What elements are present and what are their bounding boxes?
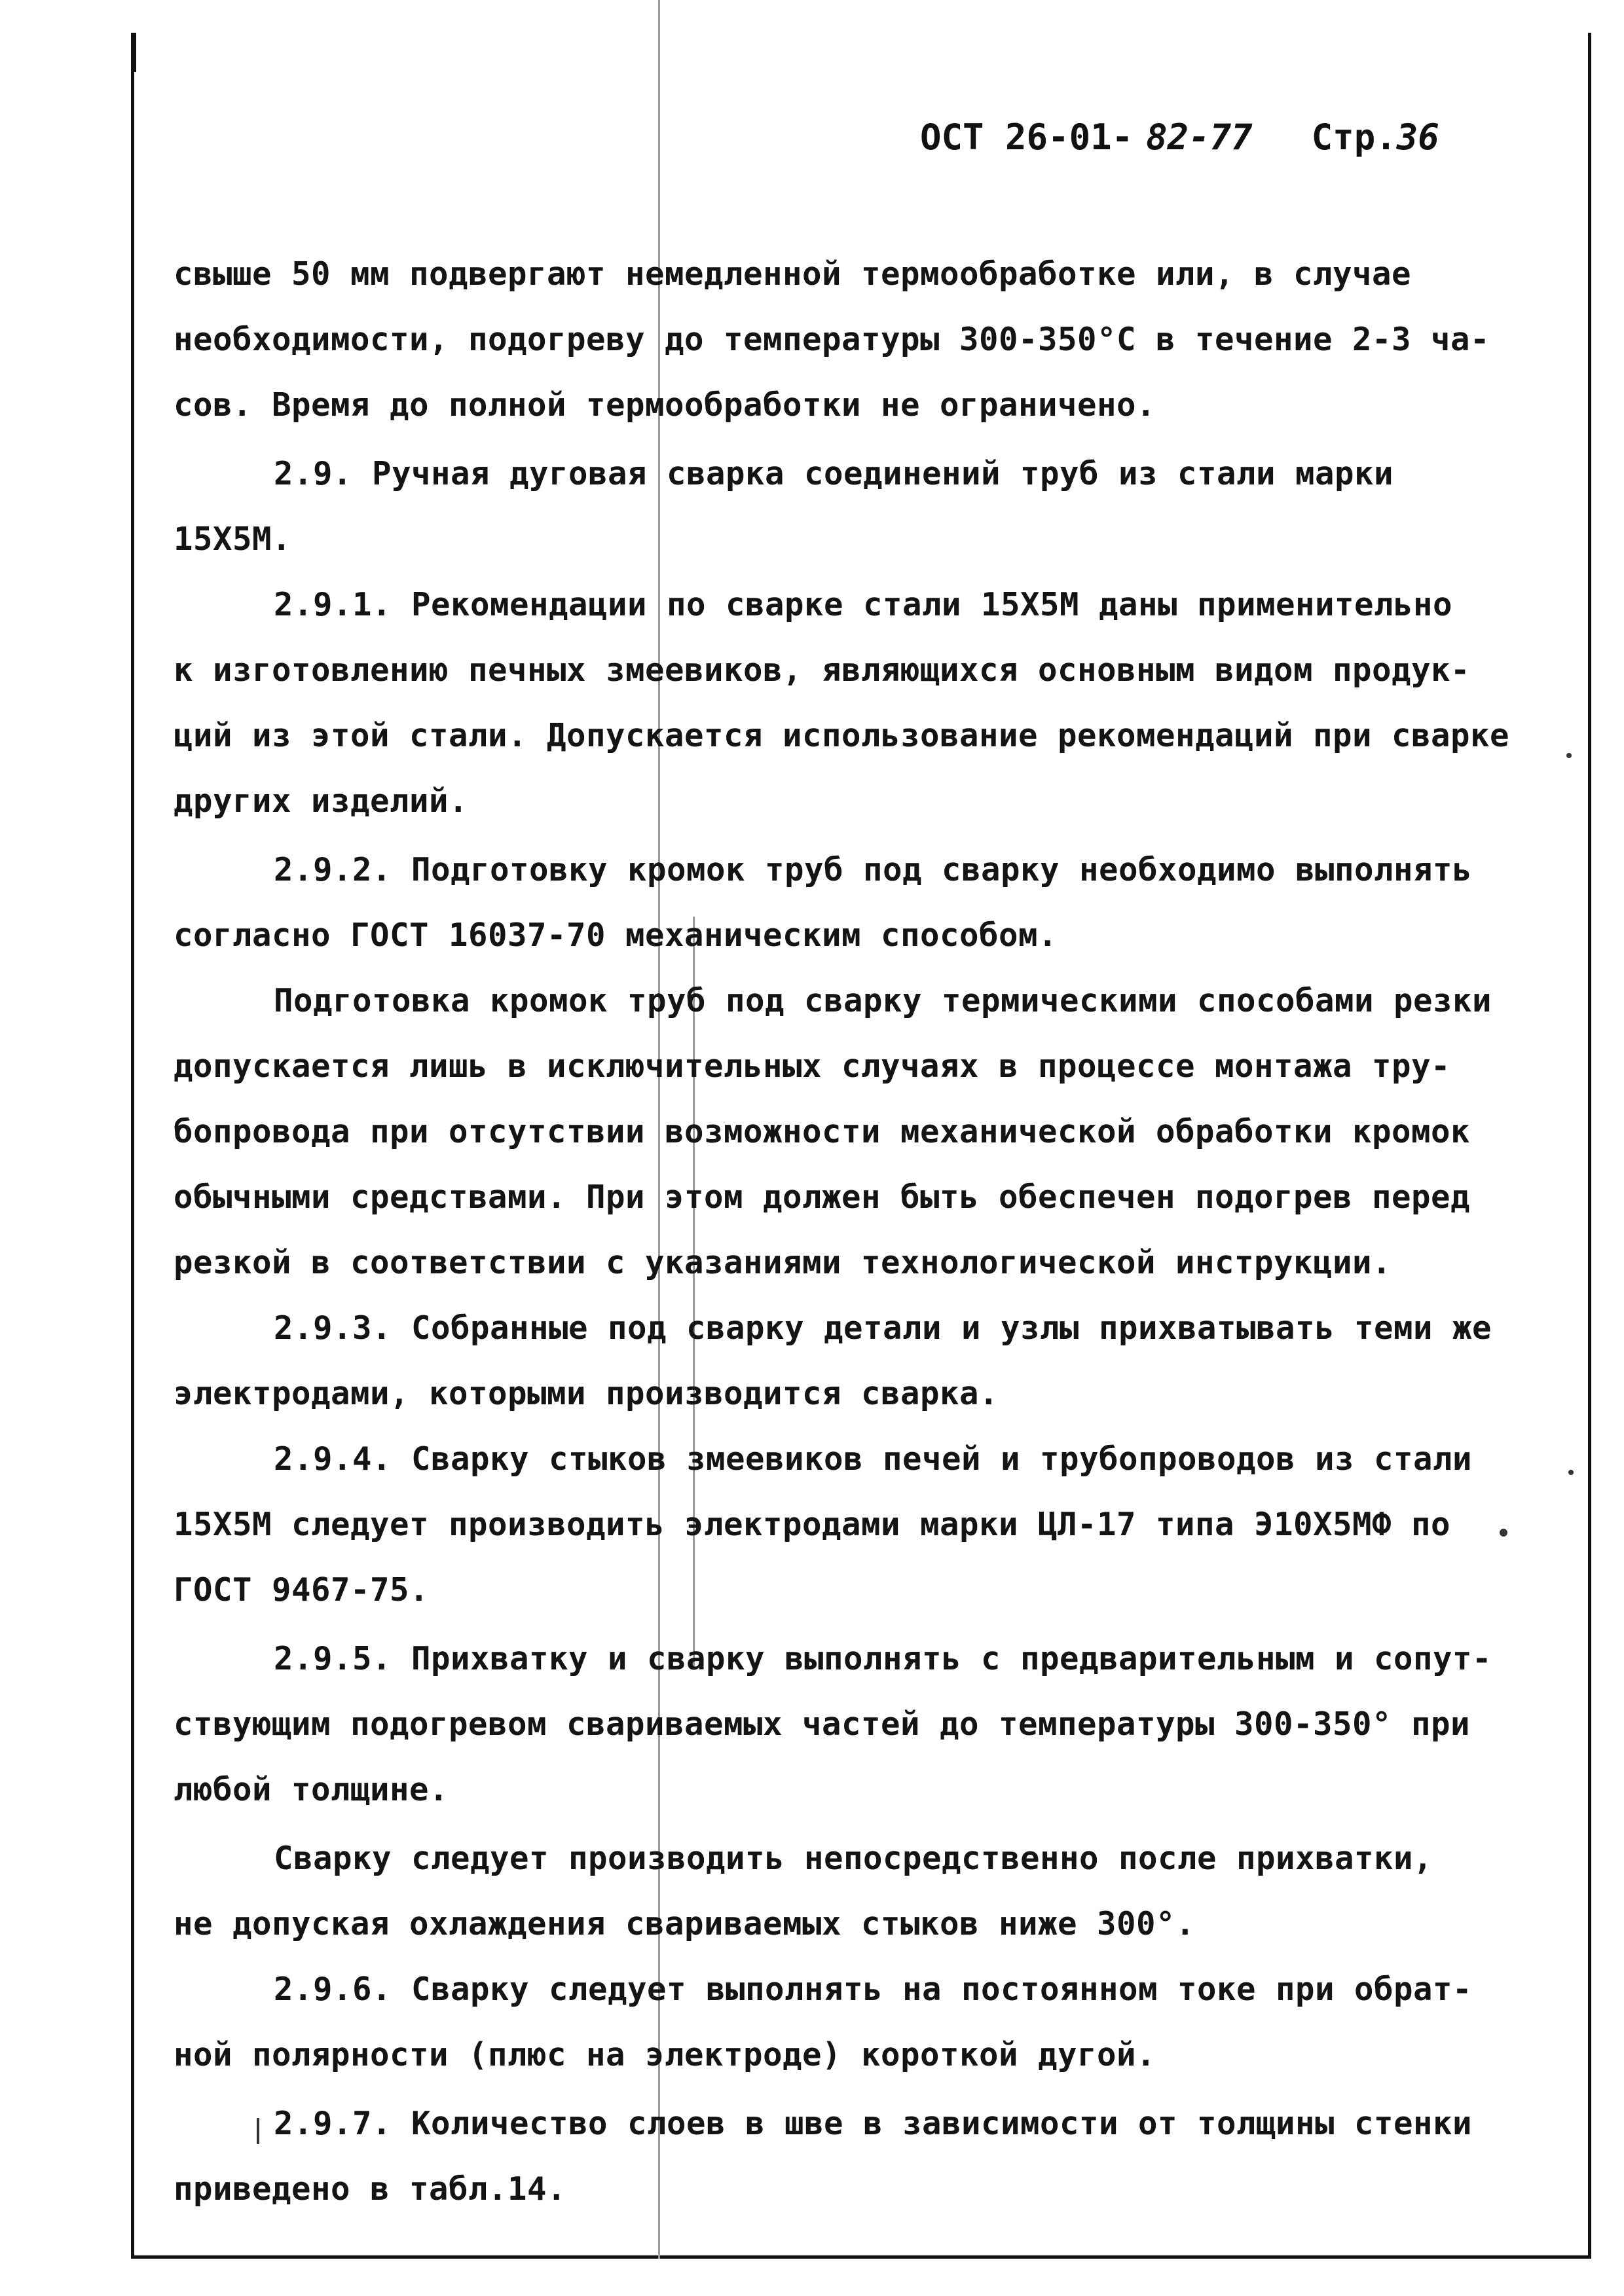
text-line: бопровода при отсутствии возможности механической обработки кромок bbox=[174, 1113, 1471, 1150]
text-line: свыше 50 мм подвергают немедленной термообработке или, в случае bbox=[174, 255, 1412, 293]
text-line: резкой в соответствии с указаниями технологической инструкции. bbox=[174, 1244, 1392, 1281]
text-line: электродами, которыми производится сварка. bbox=[174, 1375, 999, 1412]
text-line: ГОСТ 9467-75. bbox=[174, 1571, 430, 1609]
scan-speck bbox=[1500, 1529, 1507, 1537]
paragraph-start: 2.9.4. Сварку стыков змеевиков печей и трубопроводов из стали bbox=[274, 1440, 1473, 1478]
paragraph-start: 2.9.2. Подготовку кромок труб под сварку необходимо выполнять bbox=[274, 851, 1473, 888]
paragraph-start: Подготовка кромок труб под сварку термическими способами резки bbox=[274, 982, 1492, 1019]
text-line: к изготовлению печных змеевиков, являющихся основным видом продук- bbox=[174, 651, 1471, 689]
section-heading: 2.9. Ручная дуговая сварка соединений труб из стали марки bbox=[274, 455, 1394, 492]
paragraph-start: 2.9.7. Количество слоев в шве в зависимости от толщины стенки bbox=[274, 2105, 1473, 2142]
scan-speck bbox=[1568, 1470, 1574, 1475]
paragraph-start: 2.9.5. Прихватку и сварку выполнять с предварительным и сопут- bbox=[274, 1640, 1492, 1677]
paragraph-start: 2.9.1. Рекомендации по сварке стали 15Х5М даны применительно bbox=[274, 586, 1453, 623]
text-line: необходимости, подогреву до температуры 300-350°С в течение 2-3 ча- bbox=[174, 321, 1490, 358]
text-line: других изделий. bbox=[174, 782, 469, 820]
text-line: ствующим подогревом свариваемых частей до температуры 300-350° при bbox=[174, 1705, 1471, 1743]
doc-code: ОСТ 26-01- bbox=[920, 117, 1134, 158]
page-header bbox=[920, 117, 1496, 169]
text-line: обычными средствами. При этом должен быть обеспечен подогрев перед bbox=[174, 1178, 1471, 1216]
paragraph-start: 2.9.6. Сварку следует выполнять на постоянном токе при обрат- bbox=[274, 1971, 1473, 2008]
page-label: Стр. bbox=[1311, 117, 1397, 158]
text-line: 15Х5М следует производить электродами марки ЦЛ-17 типа Э10Х5МФ по bbox=[174, 1506, 1451, 1543]
text-line: допускается лишь в исключительных случаях в процессе монтажа тру- bbox=[174, 1048, 1451, 1085]
scan-speck bbox=[257, 2118, 259, 2144]
text-line: согласно ГОСТ 16037-70 механическим способом. bbox=[174, 917, 1058, 954]
page-number: 36 bbox=[1396, 117, 1439, 158]
doc-number: 82-77 bbox=[1146, 117, 1253, 158]
text-line: ций из этой стали. Допускается использование рекомендаций при сварке bbox=[174, 717, 1510, 754]
text-line: сов. Время до полной термообработки не ограничено. bbox=[174, 386, 1156, 424]
scan-fold-line bbox=[693, 917, 695, 1669]
frame-corner bbox=[131, 33, 136, 72]
text-line: любой толщине. bbox=[174, 1771, 449, 1808]
scan-speck bbox=[1566, 753, 1572, 758]
paragraph-start: Сварку следует производить непосредственно после прихватки, bbox=[274, 1840, 1433, 1877]
text-line: не допуская охлаждения свариваемых стыков ниже 300°. bbox=[174, 1905, 1196, 1942]
paragraph-start: 2.9.3. Собранные под сварку детали и узлы прихватывать теми же bbox=[274, 1309, 1492, 1347]
text-line: ной полярности (плюс на электроде) короткой дугой. bbox=[174, 2036, 1156, 2073]
text-line: 15Х5М. bbox=[174, 520, 292, 558]
text-line: приведено в табл.14. bbox=[174, 2170, 567, 2208]
